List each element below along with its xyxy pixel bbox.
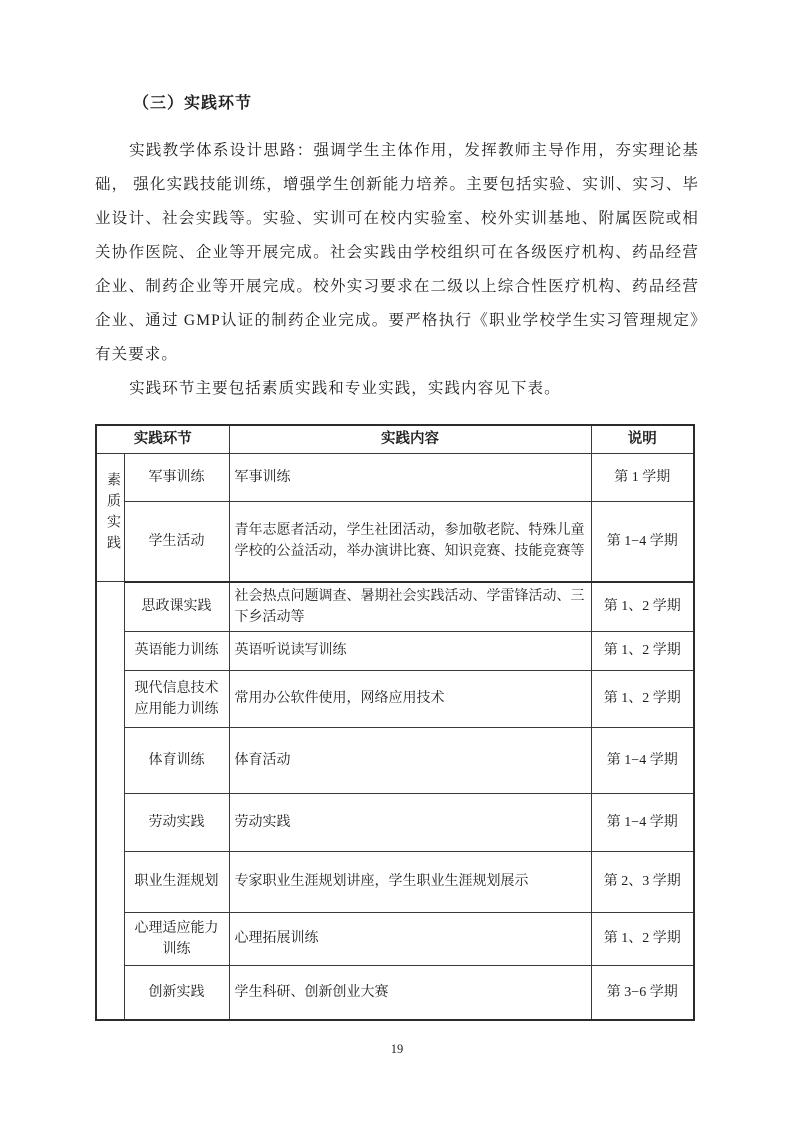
practice-content-cell: 劳动实践: [229, 793, 591, 851]
section-heading: （三）实践环节: [133, 95, 253, 112]
practice-link-cell: 劳动实践: [124, 793, 229, 851]
practice-link-cell: 心理适应能力训练: [124, 912, 229, 965]
practice-content-cell: 常用办公软件使用，网络应用技术: [229, 670, 591, 727]
page-number: 19: [390, 1042, 404, 1056]
page-content: [95, 90, 699, 1021]
body-paragraph-2: 实践环节主要包括素质实践和专业实践，实践内容见下表。: [129, 380, 561, 397]
practice-link-cell: 英语能力训练: [124, 631, 229, 670]
practice-content-cell: 青年志愿者活动，学生社团活动，参加敬老院、特殊儿童学校的公益活动，举办演讲比赛、知识竞赛、技能竞赛等: [229, 502, 591, 582]
practice-link-cell: 职业生涯规划: [124, 851, 229, 912]
practice-content-cell: 专家职业生涯规划讲座，学生职业生涯规划展示: [229, 851, 591, 912]
table-row: [96, 727, 694, 793]
table-row: [96, 582, 694, 632]
practice-content-cell: 体育活动: [229, 727, 591, 793]
semester-note-cell: 第 1 学期: [591, 454, 694, 502]
table-row: [96, 454, 694, 502]
practice-content-cell: 心理拓展训练: [229, 912, 591, 965]
semester-note-cell: 第 1−4 学期: [591, 793, 694, 851]
group-cell-empty: [96, 582, 124, 1021]
practice-link-cell: 学生活动: [124, 502, 229, 582]
header-note: 说明: [591, 425, 694, 454]
table-row: [96, 502, 694, 582]
semester-note-cell: 第 1、2 学期: [591, 670, 694, 727]
practice-content-cell: 社会热点问题调查、暑期社会实践活动、学雷锋活动、三下乡活动等: [229, 582, 591, 632]
semester-note-cell: 第 3−6 学期: [591, 965, 694, 1020]
practice-content-cell: 军事训练: [229, 454, 591, 502]
practice-link-cell: 思政课实践: [124, 582, 229, 632]
header-practice-link: 实践环节: [96, 425, 229, 454]
practice-link-cell: 创新实践: [124, 965, 229, 1020]
table-row: [96, 631, 694, 670]
semester-note-cell: 第 1、2 学期: [591, 631, 694, 670]
semester-note-cell: 第 2、3 学期: [591, 851, 694, 912]
semester-note-cell: 第 1、2 学期: [591, 582, 694, 632]
table-row: [96, 793, 694, 851]
table-row: [96, 912, 694, 965]
practice-link-cell: 军事训练: [124, 454, 229, 502]
semester-note-cell: 第 1−4 学期: [591, 502, 694, 582]
semester-note-cell: 第 1−4 学期: [591, 727, 694, 793]
semester-note-cell: 第 1、2 学期: [591, 912, 694, 965]
practice-table: [95, 424, 695, 1021]
practice-content-cell: 英语听说读写训练: [229, 631, 591, 670]
table-row: [96, 670, 694, 727]
table-row: [96, 851, 694, 912]
group-label: 素质实践: [105, 472, 120, 556]
practice-content-cell: 学生科研、创新创业大赛: [229, 965, 591, 1020]
header-practice-content: 实践内容: [229, 425, 591, 454]
group-cell-suzhi: [96, 454, 124, 582]
table-row: [96, 965, 694, 1020]
body-paragraph-1: 实践教学体系设计思路：强调学生主体作用，发挥教师主导作用，夯实理论基础， 强化实践技能训练，增强学生创新能力培养。主要包括实验、实训、实习、毕业设计、社会实践等。实验、实训可在校内实验室、校外实训基地、附属医院或相关协作医院、企业等开展完成。社会实践由学校组织可在各级医疗机构、药品经营企业、制药企业等开展完成。校外实习要求在二级以上综合性医疗机构、药品经营企业、通过 GMP认证的制药企业完成。要严格执行《职业学校学生实习管理规定》有关要求。: [95, 142, 699, 363]
practice-link-cell: 体育训练: [124, 727, 229, 793]
practice-link-cell: 现代信息技术应用能力训练: [124, 670, 229, 727]
table-header-row: [96, 425, 694, 454]
